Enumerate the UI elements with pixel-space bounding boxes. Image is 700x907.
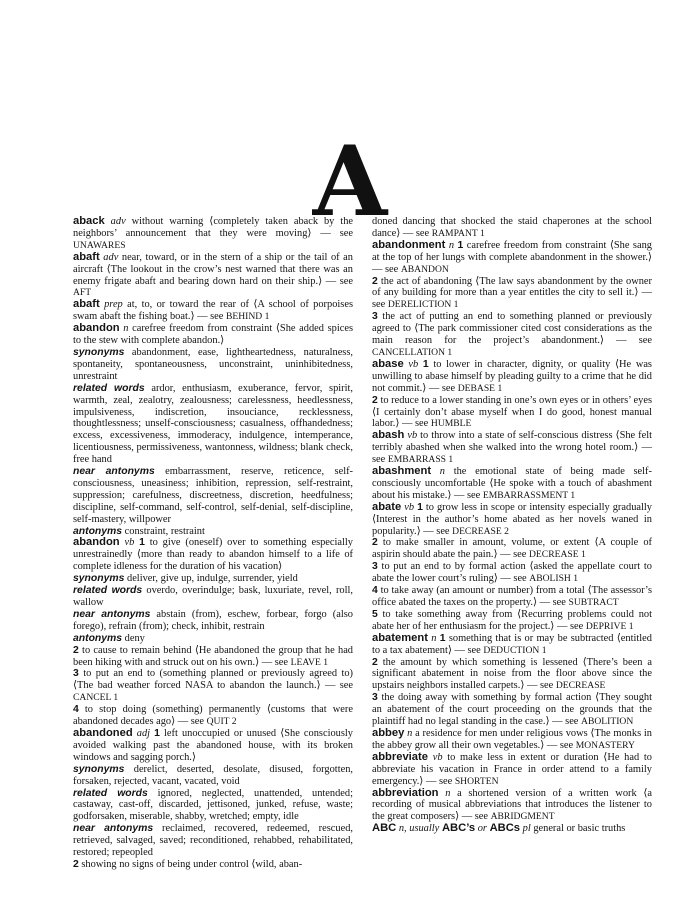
part-of-speech: n [439, 466, 445, 478]
sense [372, 585, 652, 609]
cross-reference: DEBASE 1 [457, 382, 503, 394]
headword-variant: ABCs [489, 822, 521, 835]
definition: to make smaller in amount, volume, or extent ⟨A couple of aspirin should abate the pain.⟩ — see [372, 537, 652, 561]
cross-reference: MONASTERY [575, 739, 635, 751]
headword: abandon [73, 536, 120, 549]
headword: abate [372, 500, 402, 513]
cross-reference: QUIT 2 [206, 716, 237, 728]
sense [372, 657, 652, 693]
sense [73, 859, 353, 871]
cross-reference: EMBARRASS 1 [387, 454, 454, 466]
sense-number: 5 [372, 608, 378, 620]
word-list-text: ardor, enthusiasm, exuberance, fervor, spirit, warmth, zeal, zealotry, zealousness; carelessness, heedlessness, impulsiveness, indiscretion, insouciance, recklessness, thoughtlessness; unself-consciousness; casualness, offhandedness; excess, excessiveness, immoderacy, indulgence, intemperance, licentiousness, permissiveness, wantonness, wildness; blank check, free hand [73, 382, 353, 466]
headword: abashment [372, 465, 432, 478]
sense-number: 1 [139, 537, 145, 549]
cross-reference: AFT [73, 287, 92, 299]
part-of-speech: vb [432, 751, 443, 763]
sense [73, 668, 353, 704]
cross-reference: DECREASE [555, 680, 606, 692]
sense-number: 3 [73, 668, 79, 680]
definition: a shortened version of a written work ⟨a recording of musical abbreviations that introduces the listener to the great composers⟩ — see [372, 787, 652, 823]
cross-reference: DERELICTION 1 [387, 299, 459, 311]
definition: something that is or may be subtracted ⟨entitled to a tax abatement⟩ — see [372, 632, 652, 656]
definition: carefree freedom from constraint ⟨She sang at the top of her lungs with complete abandonment in the shower.⟩ — see [372, 239, 652, 275]
sense-number: 4 [372, 585, 378, 597]
dictionary-entry [372, 359, 652, 395]
word-list [73, 633, 353, 645]
cross-reference: ABOLITION [581, 716, 634, 728]
word-list-label: related words [73, 382, 145, 394]
definition: the doing away with something by formal action ⟨They sought an abatement of the court proceeding on the grounds that the plaintiff had no legal standing in the case.⟩ — see [372, 692, 652, 728]
sense [372, 311, 652, 359]
sense-number: 2 [73, 858, 79, 870]
dictionary-entry [73, 299, 353, 323]
part-of-speech: n [123, 323, 129, 335]
sense-number: 3 [372, 311, 378, 323]
definition: at, to, or toward the rear of ⟨A school of porpoises swam abaft the fishing boat.⟩ — see [73, 299, 353, 323]
word-list-label: synonyms [73, 573, 125, 585]
dictionary-entry [73, 252, 353, 300]
sense [73, 645, 353, 669]
word-list [73, 573, 353, 585]
definition: carefree freedom from constraint ⟨She added spices to the stew with complete abandon.⟩ [73, 323, 353, 347]
sense [372, 609, 652, 633]
dictionary-entry [73, 323, 353, 347]
dictionary-entry [372, 466, 652, 502]
word-list-text: embarrassment, reserve, reticence, self-consciousness, uneasiness; inhibition, repression, self-restraint, suppression; carefulness, discreetness, discretion, heedfulness; discipline, self-command, self-control, self-denial, self-discipline, self-mastery, willpower [73, 466, 353, 525]
sense-number: 2 [372, 275, 378, 287]
sense [372, 395, 652, 431]
sense [372, 276, 652, 312]
headword: abaft [73, 298, 100, 311]
part-of-speech: vb [408, 358, 419, 370]
word-list-label: near antonyms [73, 466, 155, 478]
definition: to throw into a state of self-conscious distress ⟨She felt terribly abashed when she walked into the wrong hotel room.⟩ — see [372, 430, 652, 466]
word-list-label: related words [73, 585, 143, 597]
word-list-text: deliver, give up, indulge, surrender, yield [124, 573, 298, 585]
headword: abase [372, 357, 404, 370]
definition: without warning ⟨completely taken aback by the neighbors’ announcement that they were moving⟩ — see [73, 216, 353, 239]
word-list-label: antonyms [73, 525, 123, 537]
headword: abash [372, 429, 405, 442]
sense-number: 1 [457, 239, 464, 251]
sense-number: 2 [372, 537, 378, 549]
word-list-label: near antonyms [73, 823, 154, 835]
part-of-speech: n, usually [398, 823, 440, 835]
cross-reference: EMBARRASSMENT 1 [482, 489, 576, 501]
sense-number: 1 [154, 727, 160, 739]
dictionary-entry [372, 502, 652, 538]
definition: the act of abandoning ⟨The law says abandonment by the owner of any building for more than a year entitles the city to sell it.⟩ — see [372, 275, 652, 311]
left-column [73, 216, 353, 871]
definition: doned dancing that shocked the staid chaperones at the school dance⟩ — see [372, 216, 652, 239]
definition: to cause to remain behind ⟨He abandoned the group that he had been hiking with and struck out on his own.⟩ — see [73, 644, 353, 668]
word-list [73, 764, 353, 788]
word-list-label: synonyms [73, 763, 125, 775]
part-of-speech: adv [103, 251, 119, 263]
sense-number: 3 [372, 692, 378, 704]
part-of-speech: vb [404, 501, 415, 513]
definition: the act of putting an end to something planned or previously agreed to ⟨The park commissioner cited cost considerations as the main reason for the project’s abandonment.⟩ — see [372, 311, 652, 347]
dictionary-entry [372, 788, 652, 824]
headword: abandon [73, 322, 120, 335]
sense-number: 4 [73, 704, 79, 716]
sense-number: 1 [422, 358, 429, 370]
word-list [73, 823, 353, 859]
definition: general or basic truths [530, 823, 626, 835]
sense-number: 2 [372, 394, 378, 406]
headword: abandoned [73, 726, 133, 739]
definition: to take something away from ⟨Recurring problems could not abate her of her enthusiasm for the project.⟩ — see [372, 608, 652, 632]
cross-reference: SHORTEN [454, 775, 499, 787]
definition: to take away (an amount or number) from a total ⟨The assessor’s office abated the taxes on the property.⟩ — see [372, 585, 652, 608]
cross-reference: ABANDON [400, 263, 449, 275]
sense-number: 2 [372, 656, 378, 668]
word-list-text: abstain (from), eschew, forbear, forgo (also forego), refrain (from); check, inhibit, restrain [73, 608, 353, 632]
headword: ABC [372, 822, 397, 835]
cross-reference: CANCELLATION 1 [372, 346, 453, 358]
definition: a residence for men under religious vows ⟨The monks in the abbey grow all their own vegetables.⟩ — see [372, 727, 652, 751]
word-list-text: constraint, restraint [122, 525, 205, 537]
word-list [73, 383, 353, 466]
cross-reference: ABRIDGMENT [490, 811, 555, 823]
word-list-text: abandonment, ease, lightheartedness, naturalness, spontaneity, spontaneousness, unconstraint, uninhibitedness, unrestraint [73, 346, 353, 382]
headword-variant: pl [520, 823, 531, 835]
headword: abbreviate [372, 750, 428, 763]
cross-reference: DEDUCTION 1 [483, 644, 547, 656]
word-list [73, 609, 353, 633]
section-letter: A [312, 125, 388, 238]
sense [372, 561, 652, 585]
sense-number: 1 [439, 632, 446, 644]
cross-reference: RAMPANT 1 [431, 227, 485, 239]
headword-variant: ABC’s [439, 822, 476, 835]
dictionary-entry [372, 430, 652, 466]
dictionary-entry [73, 216, 353, 252]
cross-reference: BEHIND 1 [225, 311, 270, 323]
definition: left unoccupied or unused ⟨She consciously avoided walking past the abandoned house, with its broken windows and sagging porch.⟩ [73, 727, 353, 763]
sense [372, 537, 652, 561]
word-list [73, 466, 353, 526]
word-list [73, 788, 353, 824]
headword: aback [73, 215, 105, 227]
part-of-speech: n [445, 787, 451, 799]
entry-continuation [372, 216, 652, 240]
dictionary-entry [372, 752, 652, 788]
definition: to reduce to a lower standing in one’s own eyes or in others’ eyes ⟨I certainly don’t abase myself when I do good, honest manual labor.⟩ — see [372, 394, 652, 430]
word-list-text: overdo, overindulge; bask, luxuriate, revel, roll, wallow [73, 585, 353, 608]
word-list-text: reclaimed, recovered, redeemed, rescued, retrieved, salvaged, saved; reconditioned, rehabbed, rehabilitated, restored; repeopled [73, 823, 353, 859]
part-of-speech: vb [407, 430, 418, 442]
word-list [73, 585, 353, 609]
cross-reference: HUMBLE [430, 418, 472, 430]
part-of-speech: n [407, 727, 413, 739]
cross-reference: LEAVE 1 [290, 656, 329, 668]
sense-number: 3 [372, 561, 378, 573]
word-list-label: synonyms [73, 346, 125, 358]
sense [372, 692, 652, 728]
definition: the emotional state of being made self-consciously uncomfortable ⟨He spoke with a touch of abashment about his mistake.⟩ — see [372, 466, 652, 501]
definition: the amount by which something is lessened ⟨There’s been a significant abatement in noise from the floor above since the upstairs neighbors installed carpets.⟩ — see [372, 656, 652, 692]
word-list-label: related words [73, 787, 148, 799]
definition: near, toward, or in the stern of a ship or the tail of an aircraft ⟨The lookout in the crow’s nest warned that there was an enemy frigate abaft and bearing down hard on their ship.⟩ — see [73, 251, 353, 287]
part-of-speech: n [448, 239, 455, 251]
cross-reference: ABOLISH 1 [529, 573, 579, 585]
definition: to make less in extent or duration ⟨He had to abbreviate his vacation in France in order attend to a family emergency.⟩ — see [372, 751, 652, 787]
word-list-label: antonyms [73, 632, 123, 644]
part-of-speech: adv [110, 216, 126, 227]
definition: to put an end to (something planned or previously agreed to) ⟨The bad weather forced NASA to abandon the launch.⟩ — see [73, 668, 353, 692]
headword-variant: or [475, 823, 490, 835]
dictionary-entry [372, 823, 652, 835]
sense [73, 704, 353, 728]
definition: to give (oneself) over to something especially unrestrainedly ⟨more than ready to abandon himself to a life of complete idleness for the duration of his vacation⟩ [73, 537, 353, 573]
word-list-label: near antonyms [73, 608, 151, 620]
definition: to lower in character, dignity, or quality ⟨He was unwilling to abase himself by pleading guilty to a crime that he did not commit.⟩ — see [372, 358, 652, 394]
dictionary-entry [73, 537, 353, 573]
dictionary-entry [73, 728, 353, 764]
part-of-speech: adj [136, 727, 151, 739]
part-of-speech: n [431, 632, 437, 644]
word-list-text: ignored, neglected, unattended, untended; castaway, cast-off, discarded, jettisoned, junked, refuse, waste; godforsaken, miserable, shabby, wretched; empty, idle [73, 787, 354, 823]
definition: to grow less in scope or intensity especially gradually ⟨Interest in the author’s home abated as her novels waned in popularity.⟩ — see [372, 501, 652, 537]
cross-reference: UNAWARES [73, 239, 126, 251]
dictionary-entry [372, 728, 652, 752]
sense-number: 2 [73, 644, 79, 656]
word-list [73, 347, 353, 383]
headword: abaft [73, 250, 100, 263]
definition: showing no signs of being under control ⟨wild, aban- [78, 858, 303, 870]
headword: abandonment [372, 238, 446, 251]
headword: abbey [372, 726, 405, 739]
word-list-text: deny [122, 632, 145, 644]
right-column [372, 216, 652, 835]
dictionary-entry [372, 240, 652, 276]
cross-reference: SUBTRACT [568, 597, 619, 608]
word-list-text: derelict, deserted, desolate, disused, forgotten, forsaken, rejected, vacant, vacated, void [73, 763, 353, 787]
definition: to put an end to by formal action ⟨asked the appellate court to abate the lower court’s ruling⟩ — see [372, 561, 652, 585]
cross-reference: DECREASE 2 [452, 525, 509, 537]
cross-reference: DEPRIVE 1 [585, 620, 634, 632]
cross-reference: CANCEL 1 [73, 692, 119, 704]
headword: abatement [372, 631, 428, 644]
part-of-speech: prep [104, 299, 123, 311]
definition: to stop doing (something) permanently ⟨customs that were abandoned decades ago⟩ — see [73, 704, 353, 728]
cross-reference: DECREASE 1 [529, 549, 586, 561]
part-of-speech: vb [124, 537, 135, 549]
sense-number: 1 [417, 501, 423, 513]
headword: abbreviation [372, 786, 439, 799]
dictionary-entry [372, 633, 652, 657]
